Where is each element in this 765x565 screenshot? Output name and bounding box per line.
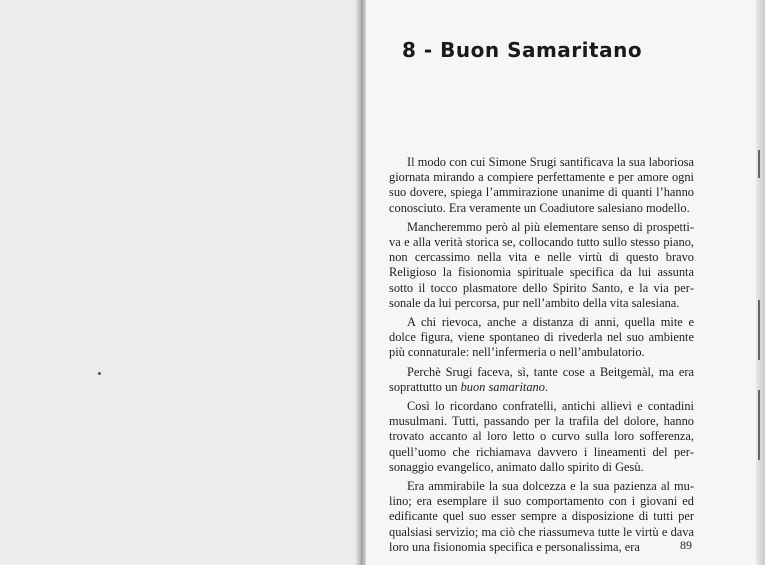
edge-mark [758,300,760,360]
paragraph-3: A chi rievoca, anche a distanza di anni, quella mite e dolce figura, viene spontaneo di rivederla nel suo ambiente più connaturale: nell’infermeria o nell’ambulatorio. [389,315,694,360]
paragraph-5: Così lo ricordano confratelli, antichi allievi e contadini musulmani. Tutti, passando per la trafila del dolore, hanno trovato accanto al loro letto o curvo sulla loro sofferenza, quell’uomo che richiamava davvero i lineamenti del personaggio evangelico, animato dallo spirito di Gesù. [389,399,694,474]
book-gutter [356,0,366,565]
chapter-body [389,155,694,559]
chapter-title: 8 - Buon Samaritano [402,38,643,62]
page-number: 89 [680,538,692,552]
edge-mark [758,150,760,178]
right-page-edge [756,0,765,565]
paragraph-6: Era ammirabile la sua dolcezza e la sua pazienza al mulino; era esemplare il suo comportamento con i giovani ed edificante quel suo esser sempre a disposizione di tutti per qualsiasi servizio; ma ciò che riassumeva tutte le virtù e dava loro una fisionomia specifica e personalissima, era [389,479,694,554]
left-page-blank [0,0,362,565]
edge-mark [758,390,760,460]
paragraph-4: Perchè Srugi faceva, sì, tante cose a Beitgemàl, ma era soprattutto un buon samaritano. [389,364,694,394]
paragraph-1: Il modo con cui Simone Srugi santificava la sua laboriosa giornata mirando a compiere perfettamente e per amore ogni suo dovere, spiega l’ammirazione unanime di quanti l’hanno conosciuto. Era veramente un Coadiutore salesiano modello. [389,155,694,215]
paragraph-2: Mancheremmo però al più elementare senso di prospettiva e alla verità storica se, collocando tutto sullo stesso piano, non cercassimo nella vita e nelle virtù di questo bravo Religioso la fisionomia spirituale specifica da lui assunta sotto il tocco plasmatore dello Spirito Santo, e la via personale da lui percorsa, pur nell’ambito della vita salesiana. [389,219,694,310]
ink-speck [98,372,101,375]
italic-phrase: buon samaritano [460,379,545,394]
